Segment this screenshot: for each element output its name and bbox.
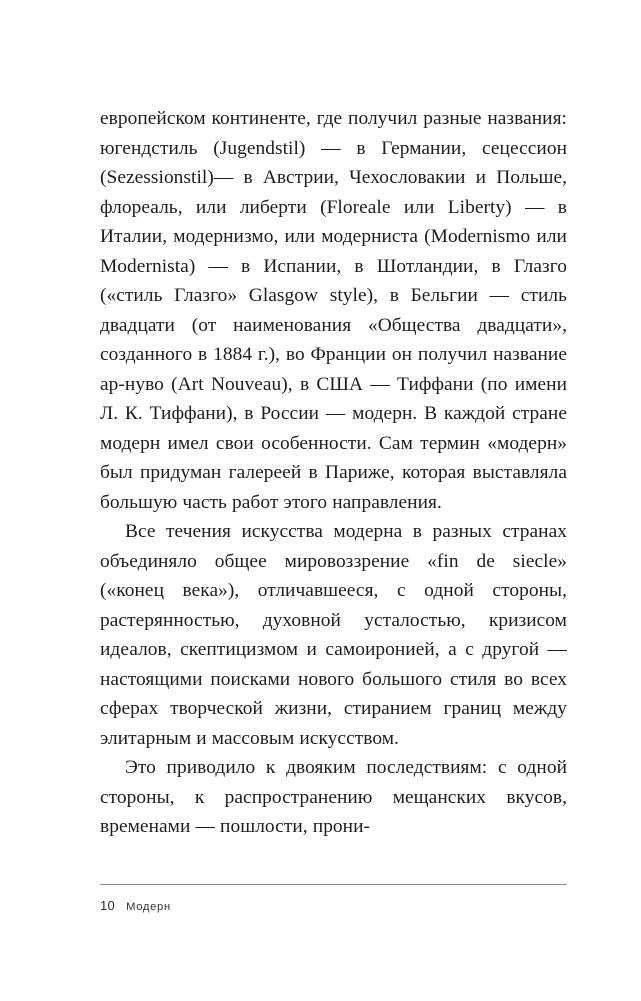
body-text-column bbox=[100, 104, 567, 842]
running-title: Модерн bbox=[126, 901, 171, 913]
footer-line bbox=[100, 899, 567, 914]
paragraph: Все течения искусства модерна в разных странах объединяло общее мировоззрение «fin de siecle» («конец века»), отличавшееся, с одной стороны, растерянностью, духовной усталостью, кризисом идеалов, скептицизмом и самоиронией, а с другой — настоящими поисками нового большого стиля во всех сферах творческой жизни, стиранием границ между элитарным и массовым искусством. bbox=[100, 521, 567, 749]
page-number: 10 bbox=[100, 898, 116, 913]
page-footer bbox=[100, 884, 567, 914]
paragraph-continued: европейском континенте, где получил разные названия: югендстиль (Jugendstil) — в Германии, сецессион (Sezessionstil)— в Австрии, Чехословакии и Польше, флореаль, или либерти (Floreale или Liberty) — в Италии, модернизмо, или модерниста (Modernismo или Modernista) — в Испании, в Шотландии, в Глазго («стиль Глазго» Glasgow style), в Бельгии — стиль двадцати (от наименования «Общества двадцати», созданного в 1884 г.), во Франции он получил название ар-нуво (Art Nouveau), в США — Тиффани (по имени Л. К. Тиффани), в России — модерн. В каждой стране модерн имел свои особенности. Сам термин «модерн» был придуман галереей в Париже, которая выставляла большую часть работ этого направления. bbox=[100, 108, 567, 513]
footer-divider bbox=[100, 884, 567, 885]
paragraph: Это приводило к двояким последствиям: с одной стороны, к распространению мещанских вкусов, временами — пошлости, прони- bbox=[100, 757, 567, 837]
